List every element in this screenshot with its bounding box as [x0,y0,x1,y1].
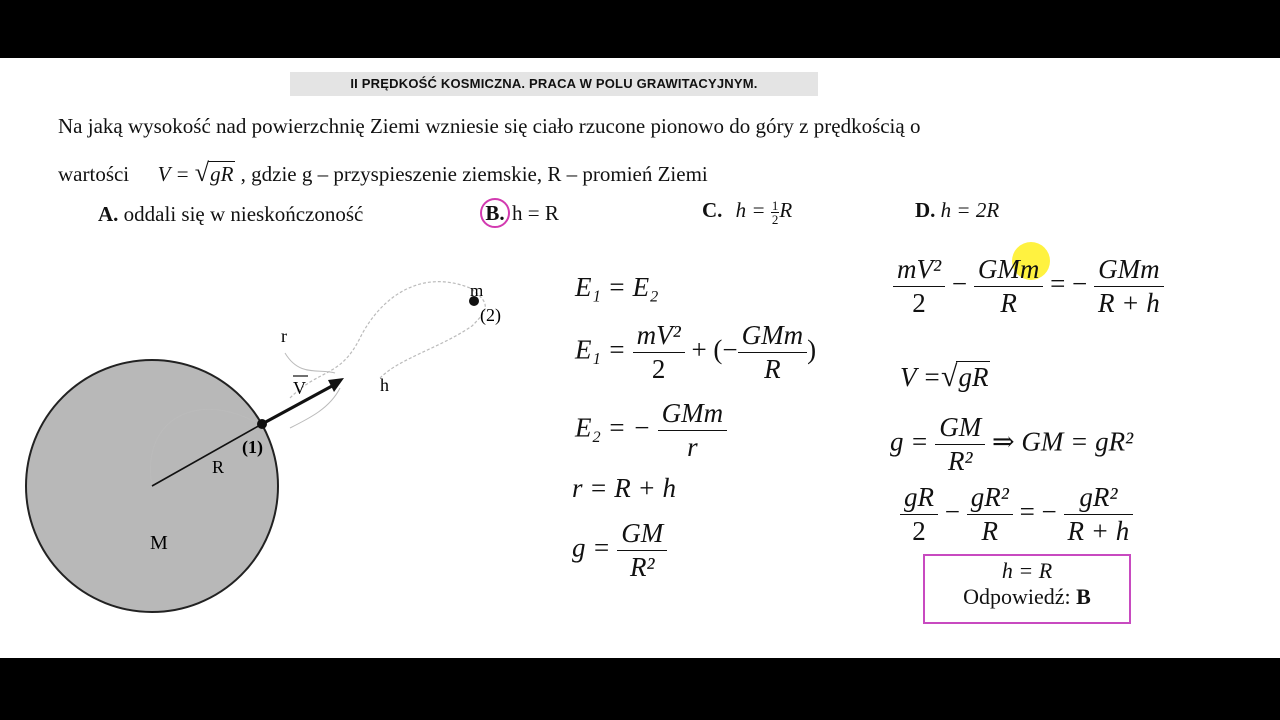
earth-diagram [0,258,560,618]
earth-mass-label: M [150,532,168,554]
option-a[interactable] [98,202,363,227]
eq-v-value: V =√gR [900,360,989,393]
option-b[interactable] [480,198,559,228]
option-c-lhs: h = [735,198,766,222]
eq-final-substitution: $\frac{gR}{2}$ − $\frac{\text{gR²}}{R}$ = − $\frac{\text{gR²}}{R + h}$ [900,482,1133,547]
option-c-fraction: $\frac{1}{2}$ [771,197,779,227]
r-label: r [281,326,287,346]
option-d-text: h = 2R [940,198,1000,222]
option-b-letter-circled: B. [480,198,510,228]
question-line-2: wartości V = √gR , gdzie g – przyspieszenie ziemskie, R – promień Ziemi [58,158,708,187]
question-suffix: , gdzie g – przyspieszenie ziemskie, R – promień Ziemi [240,162,708,186]
eq-energy-substituted: $\frac{\text{mV²}}{2}$ − $\frac{\text{GMm}}{R}$ = − $\frac{\text{GMm}}{R + h}$ [893,254,1164,319]
eq-e2: E₂ = − $\frac{\text{GMm}}{r}$ [575,398,727,463]
question-formula-radicand: gR [210,162,234,186]
option-b-text: h = R [512,201,559,225]
option-c-letter: C. [702,198,723,222]
h-label: h [380,375,389,395]
option-a-letter: A. [98,202,119,226]
point-2-label: (2) [480,305,501,325]
velocity-label: V [293,378,306,398]
option-d-letter: D. [915,198,936,222]
option-c[interactable] [702,198,792,226]
option-a-text: oddali się w nieskończoność [123,202,364,226]
point-1-dot [257,419,267,429]
answer-label: Odpowiedź: [963,584,1071,609]
eq-r-definition: r = R + h [572,473,676,503]
question-formula-lhs: V = [157,162,190,186]
option-c-rhs: R [779,198,793,222]
point-1-label: (1) [242,437,263,457]
velocity-arrowhead [328,378,344,392]
eq-energy-conservation: E₁ = E₂ [575,272,659,302]
radius-label: R [212,457,225,477]
answer-formula: h = R [1001,558,1053,583]
question-line-1: Na jaką wysokość nad powierzchnię Ziemi wzniesie się ciało rzucone pionowo do góry z prędkością o [58,114,921,138]
eq-g-definition: g = $\frac{GM}{\text{R²}}$ [572,518,667,583]
mass-m-label: m [470,281,484,300]
answer-value: B [1076,584,1091,609]
answer-line [925,584,1129,610]
answer-box [923,554,1131,624]
section-title: II PRĘDKOŚĆ KOSMICZNA. PRACA W POLU GRAWITACYJNYM. [290,72,818,96]
question-prefix: wartości [58,162,130,186]
option-d[interactable] [915,198,999,223]
eq-e1: E₁ = $\frac{\text{mV²}}{2}$ + (− $\frac{\text{GMm}}{R}$ ) [575,320,817,384]
eq-gm-substitution: g = $\frac{GM}{\text{R²}}$ ⇒ GM = gR² [890,412,1134,476]
worksheet-page [0,58,1280,658]
